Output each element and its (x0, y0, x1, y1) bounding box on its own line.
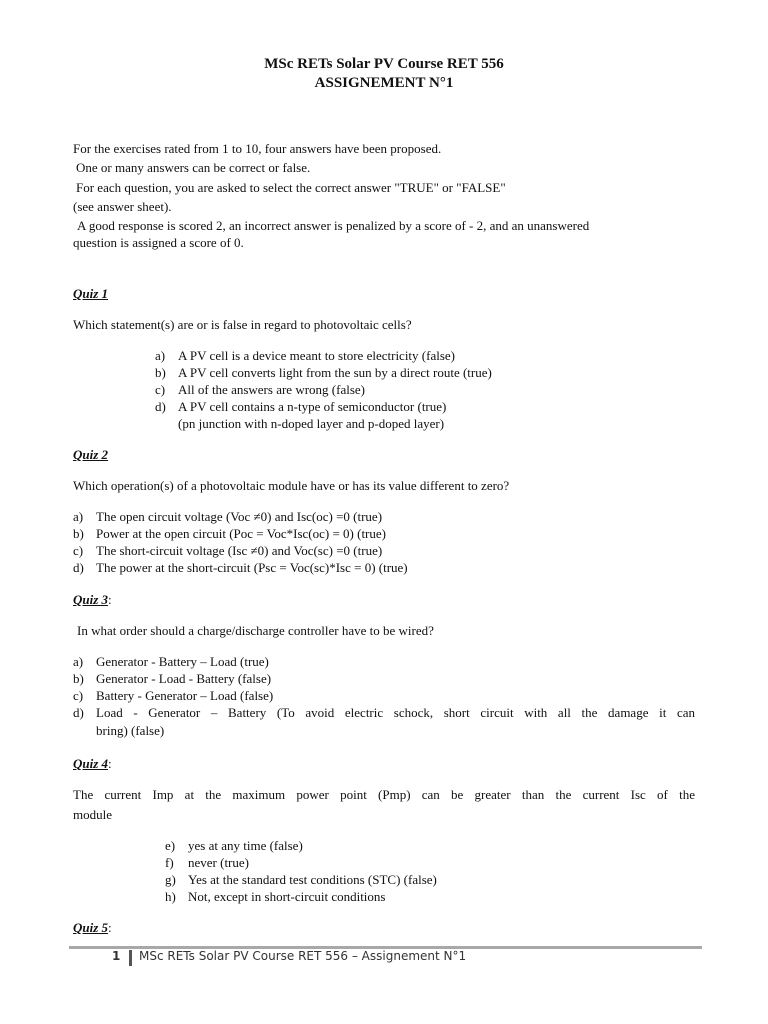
answer-text: The open circuit voltage (Voc ≠0) and Isc(oc) =0 (true) (96, 509, 383, 524)
answer-label: d) (73, 705, 84, 720)
quiz-heading-line (73, 591, 112, 608)
answer-text: Generator - Load - Battery (false) (96, 671, 272, 686)
footer-text: MSc RETs Solar PV Course RET 556 – Assignement N°1 (139, 949, 467, 963)
answer-continuation: (pn junction with n-doped layer and p-doped layer) (178, 416, 445, 431)
answer-text: Yes at the standard test conditions (STC) (false) (188, 872, 437, 887)
answer-label: c) (155, 382, 166, 397)
answer-item (165, 837, 303, 854)
answer-label: e) (165, 838, 176, 853)
answer-item (73, 704, 695, 721)
answer-text: Not, except in short-circuit conditions (188, 889, 386, 904)
footer-separator (129, 950, 132, 966)
answer-text: Generator - Battery – Load (true) (96, 654, 269, 669)
quiz-heading-colon: : (108, 592, 112, 607)
answer-text: A PV cell contains a n-type of semiconductor (true) (178, 399, 447, 414)
quiz-heading: Quiz 5 (73, 920, 109, 935)
answer-item (73, 542, 382, 559)
answer-text: A PV cell converts light from the sun by a direct route (true) (178, 365, 492, 380)
answer-text: yes at any time (false) (188, 838, 303, 853)
answer-item (73, 687, 273, 704)
answer-label: f) (165, 855, 174, 870)
answer-item (165, 871, 437, 888)
answer-label: b) (73, 526, 84, 541)
answer-text: The power at the short-circuit (Psc = Voc(sc)*Isc = 0) (true) (96, 560, 408, 575)
quiz-question: Which operation(s) of a photovoltaic module have or has its value different to zero? (73, 478, 510, 493)
answer-label: d) (155, 399, 166, 414)
answer-text: Load - Generator – Battery (To avoid electric schock, short circuit with all the damage it can (96, 705, 695, 720)
answer-text: A PV cell is a device meant to store electricity (false) (178, 348, 455, 363)
answer-item (165, 854, 249, 871)
intro-line: A good response is scored 2, an incorrect answer is penalized by a score of - 2, and an unanswered (77, 218, 590, 233)
quiz-question: Which statement(s) are or is false in regard to photovoltaic cells? (73, 317, 412, 332)
answer-item (73, 525, 386, 542)
answer-text: Power at the open circuit (Poc = Voc*Isc(oc) = 0) (true) (96, 526, 386, 541)
quiz-heading: Quiz 4 (73, 756, 109, 771)
document-title: MSc RETs Solar PV Course RET 556 (264, 56, 504, 72)
answer-text: Battery - Generator – Load (false) (96, 688, 274, 703)
answer-item (73, 653, 269, 670)
answer-continuation: bring) (false) (96, 723, 165, 738)
answer-item (155, 398, 446, 415)
answer-item (155, 364, 492, 381)
intro-line: (see answer sheet). (73, 199, 172, 214)
quiz-heading: Quiz 3 (73, 592, 109, 607)
quiz-question-continuation: module (73, 807, 112, 822)
document-subtitle: ASSIGNEMENT N°1 (314, 75, 454, 91)
answer-text: All of the answers are wrong (false) (178, 382, 365, 397)
answer-label: a) (73, 509, 84, 524)
answer-item (73, 670, 271, 687)
quiz-heading: Quiz 2 (73, 447, 109, 462)
quiz-heading: Quiz 1 (73, 286, 109, 301)
quiz-question: In what order should a charge/discharge controller have to be wired? (77, 623, 434, 638)
answer-item (155, 347, 455, 364)
answer-label: b) (155, 365, 166, 380)
intro-line: For the exercises rated from 1 to 10, four answers have been proposed. (73, 141, 442, 156)
answer-text: The short-circuit voltage (Isc ≠0) and Voc(sc) =0 (true) (96, 543, 383, 558)
intro-line: For each question, you are asked to select the correct answer "TRUE" or "FALSE" (76, 180, 506, 195)
answer-label: b) (73, 671, 84, 686)
answer-label: a) (73, 654, 84, 669)
answer-label: a) (155, 348, 166, 363)
answer-label: h) (165, 889, 176, 904)
answer-label: c) (73, 543, 84, 558)
answer-item (73, 508, 382, 525)
quiz-heading-colon: : (108, 920, 112, 935)
answer-label: g) (165, 872, 176, 887)
quiz-heading-line (73, 755, 112, 772)
answer-label: d) (73, 560, 84, 575)
page-number: 1 (112, 949, 121, 963)
answer-item (165, 888, 385, 905)
answer-text: never (true) (188, 855, 249, 870)
quiz-heading-line (73, 919, 112, 936)
answer-item (155, 381, 365, 398)
quiz-question: The current Imp at the maximum power point (Pmp) can be greater than the current Isc of the (73, 787, 695, 802)
answer-label: c) (73, 688, 84, 703)
intro-line: One or many answers can be correct or false. (76, 160, 311, 175)
answer-item (73, 559, 408, 576)
intro-line: question is assigned a score of 0. (73, 235, 244, 250)
quiz-heading-colon: : (108, 756, 112, 771)
